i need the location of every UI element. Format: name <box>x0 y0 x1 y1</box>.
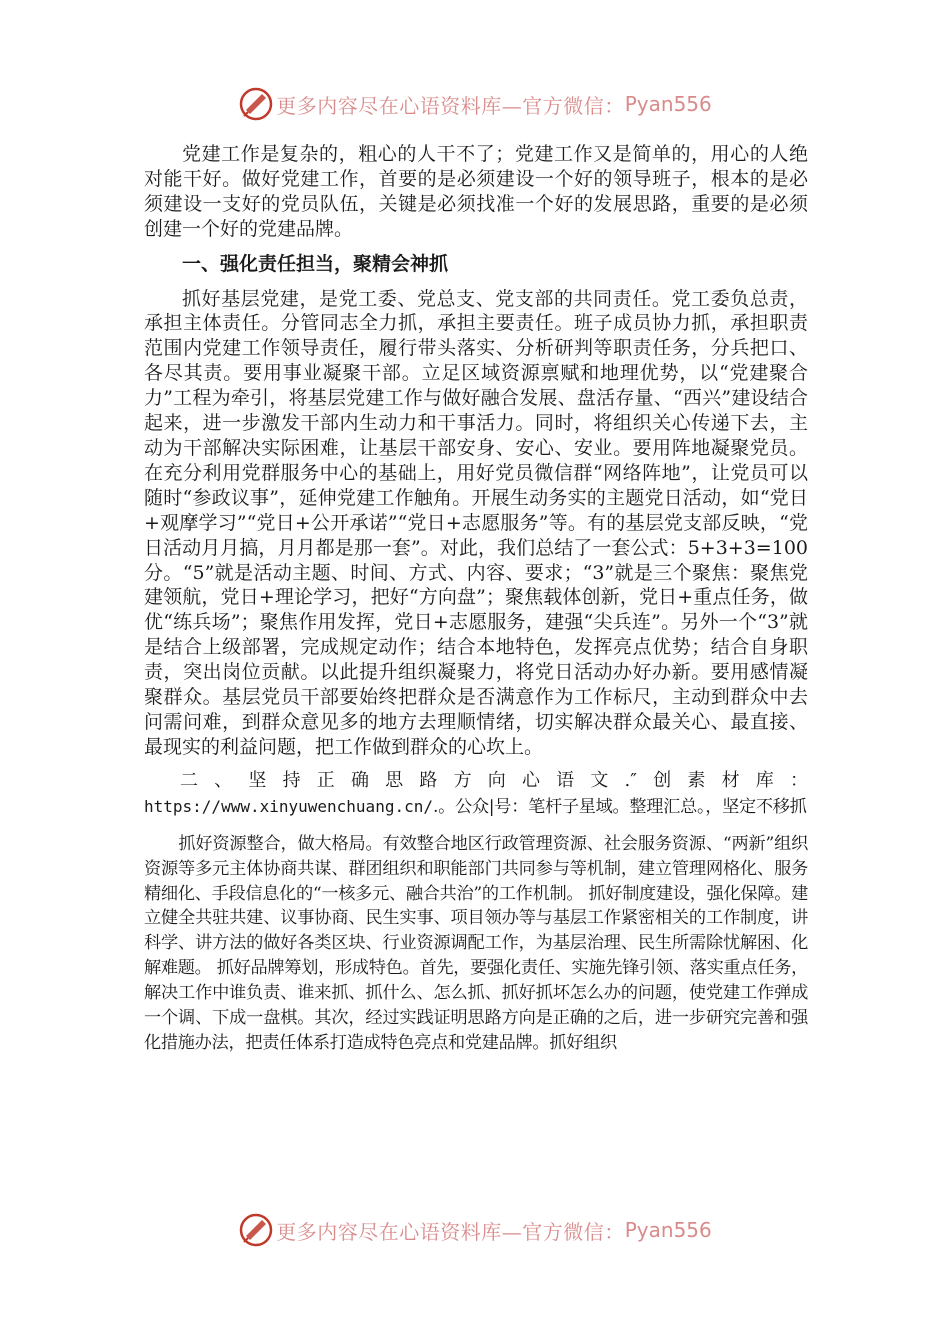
pen-logo-icon <box>238 86 274 122</box>
section2-paragraph: 抓好资源整合，做大格局。有效整合地区行政管理资源、社会服务资源、“两新”组织资源等多元主体协商共谋、群团组织和职能部门共同参与等机制，建立管理网格化、服务精细化、手段信息化的“一核多元、融合共治”的工作机制。 抓好制度建设，强化保障。建立健全共驻共建、议事协商、民生实事、项目领办等与基层工作紧密相关的工作制度，讲科学、讲方法的做好各类区块、行业资源调配工作，为基层治理、民生所需除忧解困、化解难题。 抓好品牌筹划，形成特色。首先，要强化责任、实施先锋引领、落实重点任务，解决工作中谁负责、谁来抓、抓什么、怎么抓、抓好抓坏怎么办的问题，使党建工作弹成一个调、下成一盘棋。其次，经过实践证明思路方向是正确的之后，进一步研究完善和强化措施办法，把责任体系打造成特色亮点和党建品牌。抓好组织 <box>144 833 808 1053</box>
document-body <box>144 142 808 1056</box>
footer-watermark-banner <box>0 1210 950 1250</box>
heading2-text: 二、坚持正确思路方向心语文.″创素材库： <box>180 769 808 791</box>
section-heading-2 <box>144 768 808 820</box>
section1-paragraph: 抓好基层党建，是党工委、党总支、党支部的共同责任。党工委负总责，承担主体责任。分管同志全力抓，承担主要责任。班子成员协力抓，承担职责范围内党建工作领导责任，履行带头落实、分析研判等职责任务，分兵把口、各尽其责。要用事业凝聚干部。立足区域资源禀赋和地理优势，以“党建聚合力”工程为牵引，将基层党建工作与做好融合发展、盘活存量、“西兴”建设结合起来，进一步激发干部内生动力和干事活力。同时，将组织关心传递下去，主动为干部解决实际困难，让基层干部安身、安心、安业。要用阵地凝聚党员。在充分利用党群服务中心的基础上，用好党员微信群“网络阵地”，让党员可以随时“参政议事”，延伸党建工作触角。开展生动务实的主题党日活动，如“党日+观摩学习”“党日+公开承诺”“党日+志愿服务”等。有的基层党支部反映，“党日活动月月搞，月月都是那一套”。对此，我们总结了一套公式：5+3+3=100 分。“5”就是活动主题、时间、方式、内容、要求；“3”就是三个聚焦：聚焦党建领航，党日+理论学习，把好“方向盘”；聚焦载体创新，党日+重点任务，做优“练兵场”；聚焦作用发挥，党日+志愿服务，建强“尖兵连”。另外一个“3”就是结合上级部署，完成规定动作；结合本地特色，发挥亮点优势；结合自身职责，突出岗位贡献。以此提升组织凝聚力，将党日活动办好办新。要用感情凝聚群众。基层党员干部要始终把群众是否满意作为工作标尺，主动到群众中去问需问难，到群众意见多的地方去理顺情绪，切实解决群众最关心、最直接、最现实的利益问题，把工作做到群众的心坎上。 <box>144 287 808 758</box>
banner-text: 更多内容尽在心语资料库—官方微信： <box>276 93 625 118</box>
heading2-url: https://www.xinyuwenchuang.cn/ <box>144 796 433 816</box>
banner-text: 更多内容尽在心语资料库—官方微信： <box>276 1219 625 1244</box>
banner-wechat-id: Pyan556 <box>624 92 712 116</box>
intro-paragraph: 党建工作是复杂的，粗心的人干不了；党建工作又是简单的，用心的人绝对能干好。做好党建工作，首要的是必须建设一个好的领导班子，根本的是必须建设一支好的党员队伍，关键是必须找准一个好的发展思路，重要的是必须创建一个好的党建品牌。 <box>144 143 808 240</box>
section-heading-1: 一、强化责任担当，聚精会神抓 <box>182 252 449 275</box>
header-watermark-banner <box>0 84 950 124</box>
heading2-text-cont: .。公众|号：笔杆子星域。整理汇总。，坚定不移抓 <box>432 796 807 817</box>
pen-logo-icon <box>238 1212 274 1248</box>
banner-wechat-id: Pyan556 <box>624 1218 712 1242</box>
